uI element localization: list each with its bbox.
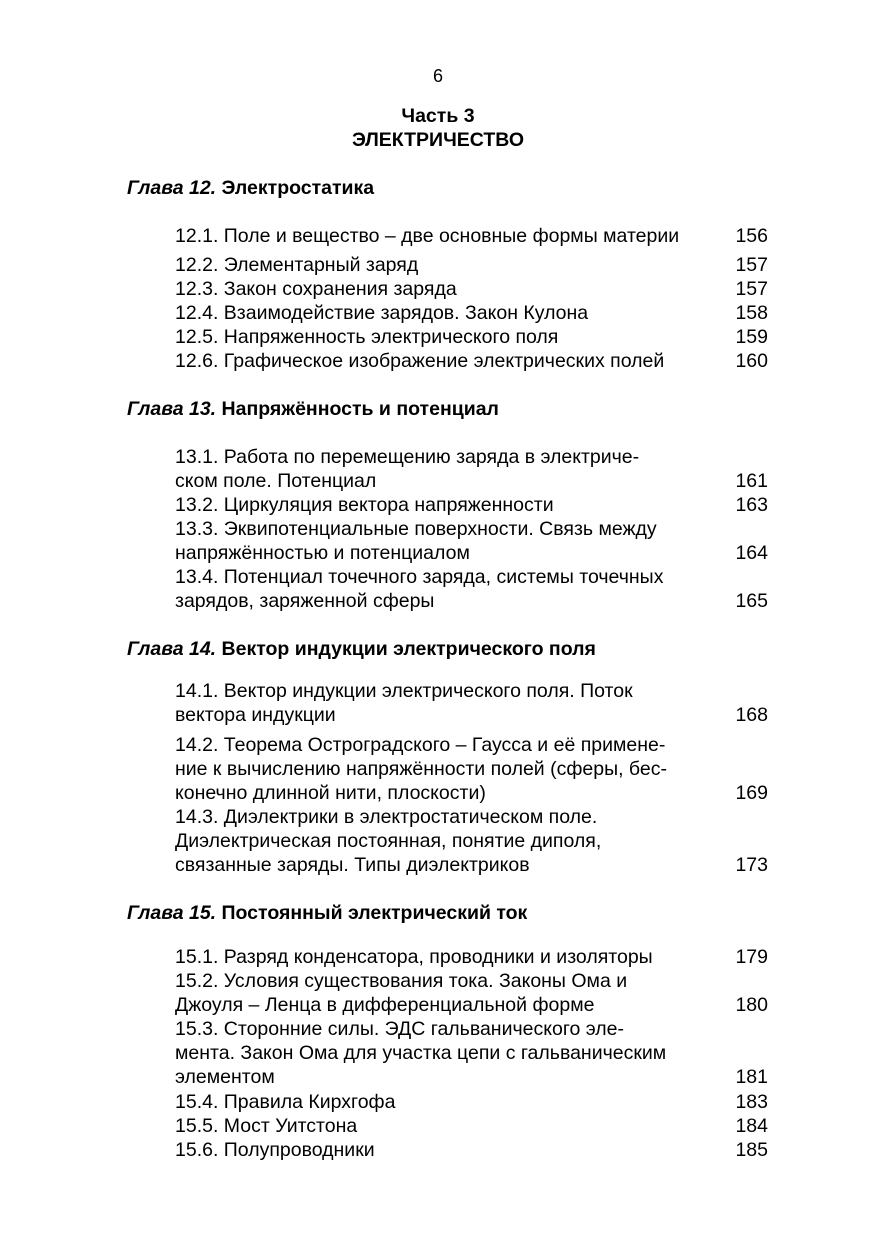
entry-line: конечно длинной нити, плоскости) 169 <box>175 782 768 804</box>
entry-line: 12.1. Поле и вещество – две основные формы материи 156 <box>175 225 768 247</box>
chapter-label: Глава 14. <box>127 638 217 660</box>
entry-page: 168 <box>735 704 768 726</box>
entry-line: 13.4. Потенциал точечного заряда, системы точечных <box>175 566 664 588</box>
chapter-14-heading <box>127 637 596 661</box>
part-subtitle: ЭЛЕКТРИЧЕСТВО <box>351 129 525 151</box>
toc-entry[interactable] <box>175 301 770 325</box>
toc-entry[interactable] <box>175 517 770 565</box>
entry-page: 180 <box>735 994 768 1016</box>
entry-page: 157 <box>735 254 768 276</box>
entry-page: 164 <box>735 542 768 564</box>
part-title: Часть 3 <box>401 105 475 127</box>
chapter-title: Электростатика <box>221 177 375 199</box>
entry-page: 173 <box>735 854 768 876</box>
entry-line: 12.2. Элементарный заряд 157 <box>175 254 768 276</box>
entry-page: 184 <box>735 1115 768 1137</box>
chapter-13-heading <box>127 397 499 421</box>
entry-line: 15.3. Сторонние силы. ЭДС гальванического эле- <box>175 1018 625 1040</box>
chapter-title: Вектор индукции электрического поля <box>221 638 596 660</box>
entry-page: 185 <box>735 1139 768 1161</box>
entry-line: 14.3. Диэлектрики в электростатическом поле. <box>175 806 598 828</box>
chapter-title: Постоянный электрический ток <box>221 902 528 924</box>
entry-line: ние к вычислению напряжённости полей (сферы, бес- <box>175 758 667 780</box>
entry-line: 13.3. Эквипотенциальные поверхности. Связь между <box>175 518 657 540</box>
toc-entry[interactable] <box>175 253 770 277</box>
toc-entry[interactable] <box>175 565 770 613</box>
toc-entry[interactable] <box>175 224 770 248</box>
entry-line: 12.6. Графическое изображение электрических полей 160 <box>175 350 768 372</box>
entry-page: 163 <box>735 494 768 516</box>
entry-line: 12.3. Закон сохранения заряда 157 <box>175 278 768 300</box>
entry-line: 15.4. Правила Кирхгофа 183 <box>175 1091 768 1113</box>
entry-page: 158 <box>735 302 768 324</box>
entry-page: 159 <box>735 326 768 348</box>
toc-entry[interactable] <box>175 277 770 301</box>
entry-page: 157 <box>735 278 768 300</box>
entry-line: 15.1. Разряд конденсатора, проводники и изоляторы 179 <box>175 946 768 968</box>
toc-entry[interactable] <box>175 349 770 373</box>
entry-line: 14.1. Вектор индукции электрического поля. Поток <box>175 680 633 702</box>
toc-entry[interactable] <box>175 679 770 727</box>
toc-entry[interactable] <box>175 445 770 493</box>
chapter-12-heading <box>127 176 374 200</box>
toc-entry[interactable] <box>175 805 770 877</box>
toc-entry[interactable] <box>175 1017 770 1089</box>
entry-line: 13.2. Циркуляция вектора напряженности 163 <box>175 494 768 516</box>
entry-page: 181 <box>735 1066 768 1088</box>
entry-page: 161 <box>735 470 768 492</box>
entry-line: Диэлектрическая постоянная, понятие диполя, <box>175 830 602 852</box>
toc-entry[interactable] <box>175 1114 770 1138</box>
toc-entry[interactable] <box>175 945 770 969</box>
toc-entry[interactable] <box>175 1138 770 1162</box>
entry-page: 183 <box>735 1091 768 1113</box>
page-number: 6 <box>432 66 443 86</box>
entry-line: связанные заряды. Типы диэлектриков 173 <box>175 854 768 876</box>
entry-line: зарядов, заряженной сферы 165 <box>175 590 768 612</box>
entry-line: 12.5. Напряженность электрического поля 159 <box>175 326 768 348</box>
entry-page: 160 <box>735 350 768 372</box>
entry-line: 15.2. Условия существования тока. Законы Ома и <box>175 970 628 992</box>
entry-page: 169 <box>735 782 768 804</box>
part-heading <box>0 104 876 152</box>
entry-line: 15.5. Мост Уитстона 184 <box>175 1115 768 1137</box>
entry-line: 15.6. Полупроводники 185 <box>175 1139 768 1161</box>
chapter-label: Глава 12. <box>127 177 217 199</box>
entry-line: элементом 181 <box>175 1066 768 1088</box>
entry-line: напряжённостью и потенциалом 164 <box>175 542 768 564</box>
chapter-15-heading <box>127 901 527 925</box>
chapter-title: Напряжённость и потенциал <box>221 398 499 420</box>
entry-page: 179 <box>735 946 768 968</box>
entry-line: мента. Закон Ома для участка цепи с гальваническим <box>175 1042 667 1064</box>
chapter-label: Глава 15. <box>127 902 217 924</box>
entry-line: 14.2. Теорема Остроградского – Гаусса и её примене- <box>175 734 666 756</box>
entry-line: Джоуля – Ленца в дифференциальной форме 180 <box>175 994 768 1016</box>
entry-line: вектора индукции 168 <box>175 704 768 726</box>
entry-line: ском поле. Потенциал 161 <box>175 470 768 492</box>
entry-line: 12.4. Взаимодействие зарядов. Закон Кулона 158 <box>175 302 768 324</box>
toc-entry[interactable] <box>175 969 770 1017</box>
entry-page: 165 <box>735 590 768 612</box>
toc-entry[interactable] <box>175 733 770 805</box>
entry-page: 156 <box>735 225 768 247</box>
chapter-label: Глава 13. <box>127 398 217 420</box>
toc-entry[interactable] <box>175 325 770 349</box>
toc-entry[interactable] <box>175 1090 770 1114</box>
toc-entry[interactable] <box>175 493 770 517</box>
entry-line: 13.1. Работа по перемещению заряда в электриче- <box>175 446 640 468</box>
